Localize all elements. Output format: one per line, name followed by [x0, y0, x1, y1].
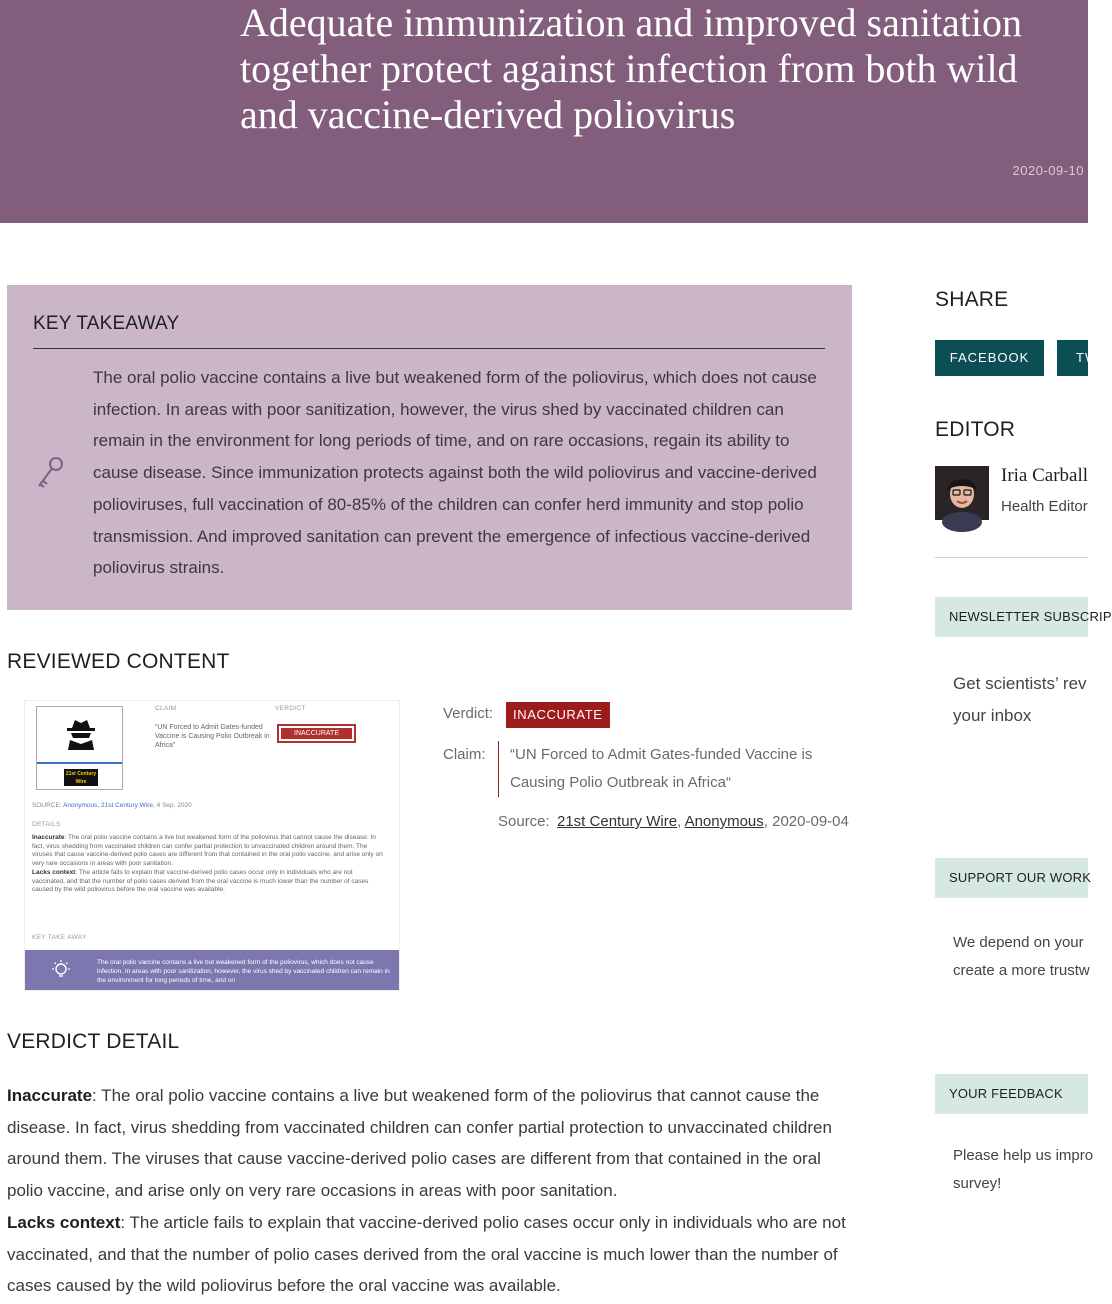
- feedback-header[interactable]: YOUR FEEDBACK: [935, 1074, 1088, 1114]
- thumb-takeaway-label: KEY TAKE AWAY: [32, 934, 87, 941]
- divider: [33, 348, 825, 349]
- twitter-share-button[interactable]: TW: [1057, 340, 1088, 376]
- verdict-label: Verdict:: [443, 705, 494, 722]
- reviewed-content-heading: REVIEWED CONTENT: [7, 650, 230, 673]
- inaccurate-label: Inaccurate: [7, 1086, 93, 1105]
- verdict-detail-text: Inaccurate: The oral polio vaccine contains a live but weakened form of the poliovirus that cannot cause the disease. In fact, virus shedding from vaccinated children can confer partial protection to unvaccinated children around them. The viruses that cause vaccine-derived polio cases are different from that contained in the oral polio vaccine, and arise only on very rare occasions in areas with poor sanitation. Lacks context: The article fails to explain that vaccine-derived polio cases occur only in individuals who are not vaccinated, and that the number of polio cases derived from the oral vaccine is much lower than the number of cases caused by the wild poliovirus before the oral vaccine was available.: [7, 1086, 846, 1296]
- thumb-verdict-label: VERDICT: [275, 705, 306, 712]
- lightbulb-icon: [50, 959, 72, 981]
- verdict-detail-heading: VERDICT DETAIL: [7, 1030, 180, 1053]
- support-text: We depend on your create a more trustw: [953, 934, 1090, 979]
- claim-label: Claim:: [443, 746, 486, 763]
- key-takeaway-heading: KEY TAKEAWAY: [33, 313, 180, 334]
- claim-text: “UN Forced to Admit Gates-funded Vaccine is Causing Polio Outbreak in Africa“: [498, 741, 848, 797]
- article-date: 2020-09-10: [1012, 163, 1084, 178]
- lacks-context-label: Lacks context: [7, 1212, 121, 1232]
- editor-role: Health Editor: [1001, 498, 1088, 515]
- thumb-takeaway-text: The oral polio vaccine contains a live but weakened form of the poliovirus, which does not cause infection. In areas with poor sanitization, however, the virus shed by vaccinated children can remain in the environment for long periods of time, and on: [97, 959, 390, 984]
- newsletter-text: Get scientists’ rev your inbox: [953, 674, 1087, 725]
- thumb-claim-text: “UN Forced to Admit Gates-funded Vaccine is Causing Polio Outbreak in Africa”: [155, 724, 270, 749]
- key-icon: [35, 455, 65, 491]
- editor-portrait-icon: [935, 466, 989, 520]
- thumb-details-text: Inaccurate: The oral polio vaccine contains a live but weakened form of the poliovirus that cannot cause the disease. In fact, virus shedding from vaccinated children can confer partial protection to unvaccinated children around them. The viruses that cause vaccine-derived polio cases are different from that contained in the oral polio vaccine, and arise only on very rare occasions in areas with poor sanitation. Lacks context: The article fails to explain that vaccine-derived polio cases occur only in individuals who are not vaccinated, and that the number of polio cases derived from the oral vaccine is much lower than the number of cases caused by the wild poliovirus before the oral vaccine was available.: [32, 834, 383, 894]
- source-link-publisher[interactable]: 21st Century Wire: [557, 813, 678, 830]
- feedback-text: Please help us impro survey!: [953, 1147, 1094, 1192]
- source-line: Source: 21st Century Wire, Anonymous, 2020-09-04: [498, 811, 850, 833]
- divider: [37, 762, 122, 764]
- thumb-details-label: DETAILS: [32, 821, 61, 828]
- source-logo-text: 21st Century Wire: [65, 771, 97, 785]
- thumb-verdict-badge: INACCURATE: [277, 724, 356, 743]
- spy-icon: [66, 719, 96, 751]
- key-takeaway-box: [7, 285, 852, 610]
- thumb-source: SOURCE: Anonymous, 21st Century Wire, 4 Sep. 2020: [32, 802, 192, 809]
- key-takeaway-text: The oral polio vaccine contains a live but weakened form of the poliovirus, which does not cause infection. In areas with poor sanitization, however, the virus shed by vaccinated children can remain in the environment for long periods of time, and on rare occasions, regain its ability to cause disease. Since immunization protects against both the wild poliovirus and vaccine-derived polioviruses, full vaccination of 80-85% of the children can confer herd immunity and stop polio transmission. And improved sanitation can prevent the emergence of infectious vaccine-derived poliovirus strains.: [93, 368, 817, 578]
- source-label: Source:: [498, 813, 550, 830]
- thumb-claim-label: CLAIM: [155, 705, 177, 712]
- facebook-share-button[interactable]: FACEBOOK: [935, 340, 1044, 376]
- source-logo: [36, 706, 123, 790]
- reviewed-content-thumbnail[interactable]: [24, 700, 400, 991]
- divider: [935, 557, 1088, 558]
- newsletter-subscribe-header[interactable]: NEWSLETTER SUBSCRIP: [935, 597, 1088, 637]
- editor-heading: EDITOR: [935, 418, 1016, 441]
- article-title: Adequate immunization and improved sanitation together protect against infection from both wild and vaccine-derived poliovirus: [240, 0, 1023, 137]
- editor-name[interactable]: Iria Carball: [1001, 465, 1089, 486]
- source-link-author[interactable]: Anonymous: [684, 813, 764, 830]
- source-date: 2020-09-04: [772, 813, 849, 830]
- support-our-work-header[interactable]: SUPPORT OUR WORK: [935, 858, 1088, 898]
- verdict-badge: INACCURATE: [506, 702, 610, 728]
- share-heading: SHARE: [935, 288, 1009, 311]
- article-header: [0, 0, 1088, 223]
- avatar[interactable]: [935, 466, 989, 520]
- thumb-takeaway-band: [25, 950, 399, 990]
